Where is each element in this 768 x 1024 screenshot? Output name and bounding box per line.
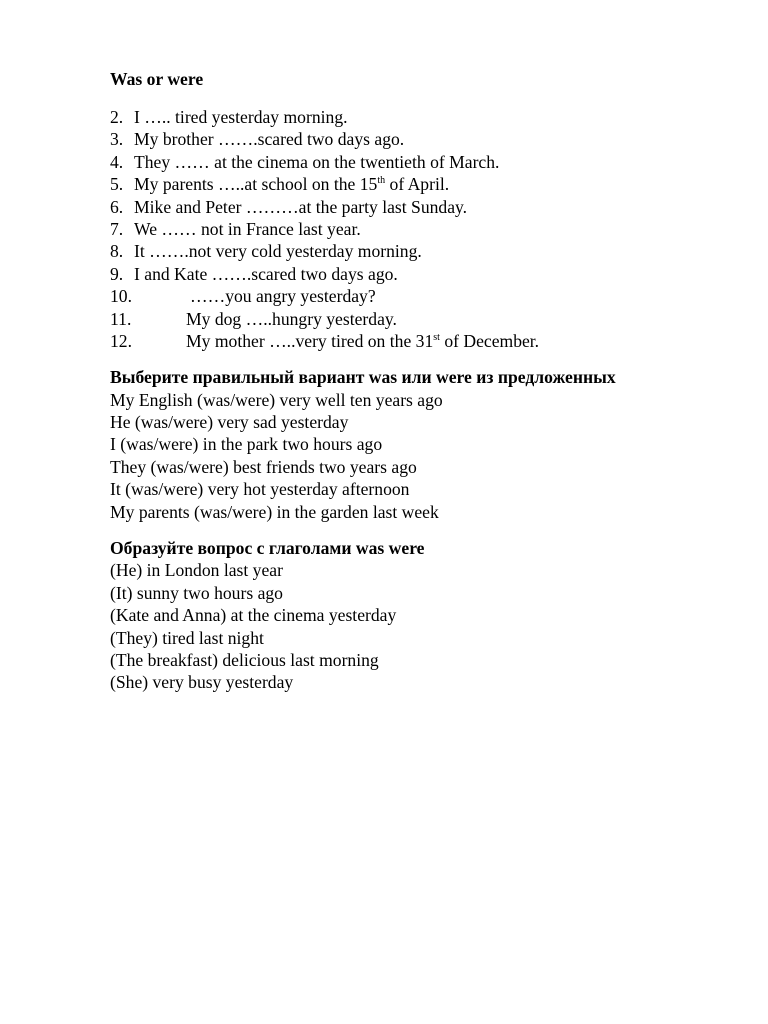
list-item	[110, 173, 730, 195]
exercise-line: My parents (was/were) in the garden last week	[110, 501, 439, 522]
item-text: I and Kate …….scared two days ago.	[134, 263, 398, 284]
item-text: Mike and Peter ………at the party last Sunday.	[134, 196, 468, 217]
item-text-post: of December.	[439, 330, 540, 351]
item-number: 5.	[110, 174, 124, 195]
item-text-pre: My mother …..very tired on the 31	[186, 330, 434, 351]
item-number: 10.	[110, 286, 132, 307]
item-text: ……you angry yesterday?	[190, 286, 376, 307]
list-item	[110, 240, 730, 262]
list-item	[110, 196, 730, 218]
item-text: We …… not in France last year.	[134, 218, 361, 239]
exercise-line: My English (was/were) very well ten years ago	[110, 389, 443, 410]
exercise-3-heading: Образуйте вопрос с глаголами was were	[110, 538, 425, 559]
list-item	[110, 218, 730, 240]
exercise-line: He (was/were) very sad yesterday	[110, 412, 349, 433]
item-number: 12.	[110, 330, 132, 351]
item-number: 4.	[110, 151, 124, 172]
item-ordinal-suffix: th	[377, 175, 386, 187]
exercise-line: I (was/were) in the park two hours ago	[110, 434, 383, 455]
list-item	[110, 263, 730, 285]
list-item	[110, 151, 730, 173]
item-number: 8.	[110, 241, 124, 262]
item-text: It …….not very cold yesterday morning.	[134, 241, 422, 262]
item-text: My dog …..hungry yesterday.	[186, 308, 397, 329]
exercise-line: (Kate and Anna) at the cinema yesterday	[110, 605, 397, 626]
list-item	[110, 330, 730, 352]
item-number: 11.	[110, 308, 132, 329]
exercise-1-list	[110, 106, 730, 352]
exercise-3-section	[110, 537, 730, 694]
item-number: 7.	[110, 218, 124, 239]
exercise-line: It (was/were) very hot yesterday afternoon	[110, 479, 410, 500]
item-number: 3.	[110, 129, 124, 150]
exercise-line: They (was/were) best friends two years ago	[110, 456, 417, 477]
exercise-line: (He) in London last year	[110, 560, 283, 581]
item-number: 6.	[110, 196, 124, 217]
item-text-pre: My parents …..at school on the 15	[134, 174, 378, 195]
worksheet-title: Was or were	[110, 69, 204, 89]
item-text-post: of April.	[385, 174, 450, 195]
exercise-line: (They) tired last night	[110, 627, 264, 648]
item-ordinal-suffix: st	[433, 331, 440, 343]
item-text: They …… at the cinema on the twentieth of March.	[134, 151, 500, 172]
exercise-2-section	[110, 366, 730, 523]
list-item	[110, 285, 730, 307]
list-item	[110, 308, 730, 330]
item-text: I ….. tired yesterday morning.	[134, 107, 348, 127]
exercise-line: (She) very busy yesterday	[110, 672, 294, 693]
item-number: 9.	[110, 263, 124, 284]
item-number: 2.	[110, 107, 124, 127]
exercise-line: (The breakfast) delicious last morning	[110, 649, 379, 670]
list-item	[110, 128, 730, 150]
list-item	[110, 106, 730, 128]
worksheet-page	[110, 68, 730, 694]
exercise-2-heading: Выберите правильный вариант was или were из предложенных	[110, 367, 616, 388]
exercise-line: (It) sunny two hours ago	[110, 582, 283, 603]
item-text: My brother …….scared two days ago.	[134, 129, 405, 150]
